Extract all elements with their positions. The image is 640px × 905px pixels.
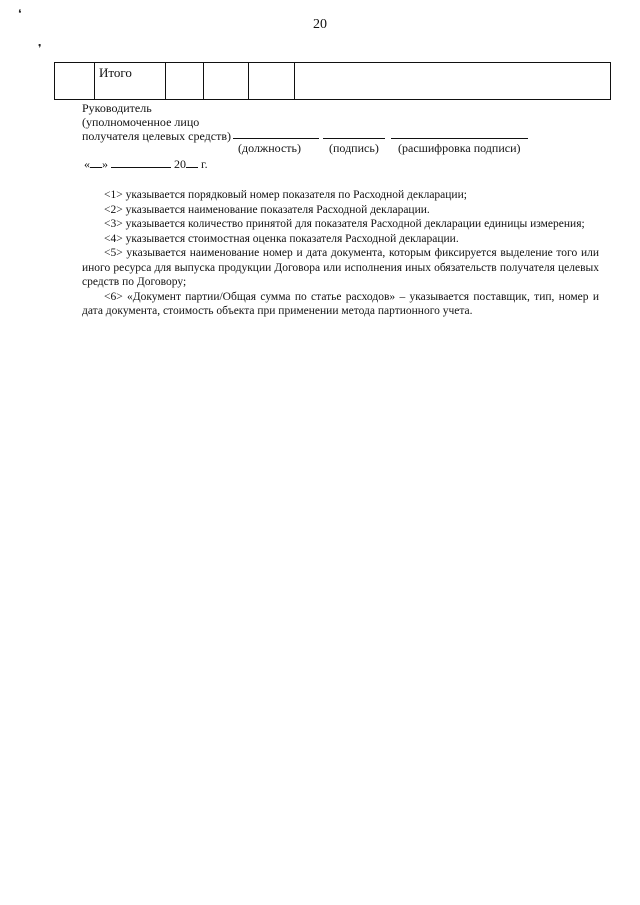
table-cell bbox=[249, 63, 295, 100]
signature-block bbox=[82, 101, 231, 143]
footnote: <3> указывается количество принятой для показателя Расходной декларации единицы измерения; bbox=[104, 218, 585, 230]
decoding-caption: (расшифровка подписи) bbox=[398, 141, 521, 155]
date-open-quote: « bbox=[84, 157, 90, 171]
scan-mark: ❜ bbox=[38, 43, 42, 55]
table-cell bbox=[55, 63, 95, 100]
date-line bbox=[84, 156, 208, 172]
total-table bbox=[54, 62, 611, 100]
table-cell bbox=[204, 63, 249, 100]
date-suffix: г. bbox=[201, 157, 208, 171]
footnote: <1> указывается порядковый номер показателя по Расходной декларации; bbox=[104, 189, 467, 201]
total-label: Итого bbox=[95, 63, 166, 100]
signature-subtitle: (уполномоченное лицо bbox=[82, 115, 200, 129]
scan-mark: ❛ bbox=[18, 8, 22, 20]
footnote: <6> «Документ партии/Общая сумма по статье расходов» – указывается поставщик, тип, номер и дата документа, стоимость объекта при применении метода партионного учета. bbox=[82, 290, 599, 317]
table-row bbox=[55, 63, 611, 100]
date-close-quote: » bbox=[102, 157, 108, 171]
signature-blank bbox=[323, 138, 385, 139]
position-blank bbox=[233, 138, 319, 139]
signature-recipient: получателя целевых средств) bbox=[82, 129, 232, 143]
position-caption: (должность) bbox=[238, 141, 301, 155]
table-cell bbox=[295, 63, 611, 100]
signature-title: Руководитель bbox=[82, 101, 152, 115]
signature-caption: (подпись) bbox=[329, 141, 379, 155]
page-number: 20 bbox=[313, 17, 327, 32]
table-cell bbox=[166, 63, 204, 100]
date-year: 20 bbox=[174, 157, 186, 171]
footnote: <5> указывается наименование номер и дата документа, которым фиксируется выделение того или иного ресурса для выпуска продукции Договора или исполнения иных обязательств получателя целевых средств по Договору; bbox=[82, 247, 599, 288]
day-blank bbox=[90, 156, 102, 168]
footnote: <4> указывается стоимостная оценка показателя Расходной декларации. bbox=[104, 232, 459, 245]
footnote: <2> указывается наименование показателя Расходной декларации. bbox=[104, 203, 430, 216]
decoding-blank bbox=[391, 138, 528, 139]
footnotes bbox=[82, 188, 599, 319]
year-blank bbox=[186, 156, 198, 168]
month-blank bbox=[111, 156, 171, 168]
